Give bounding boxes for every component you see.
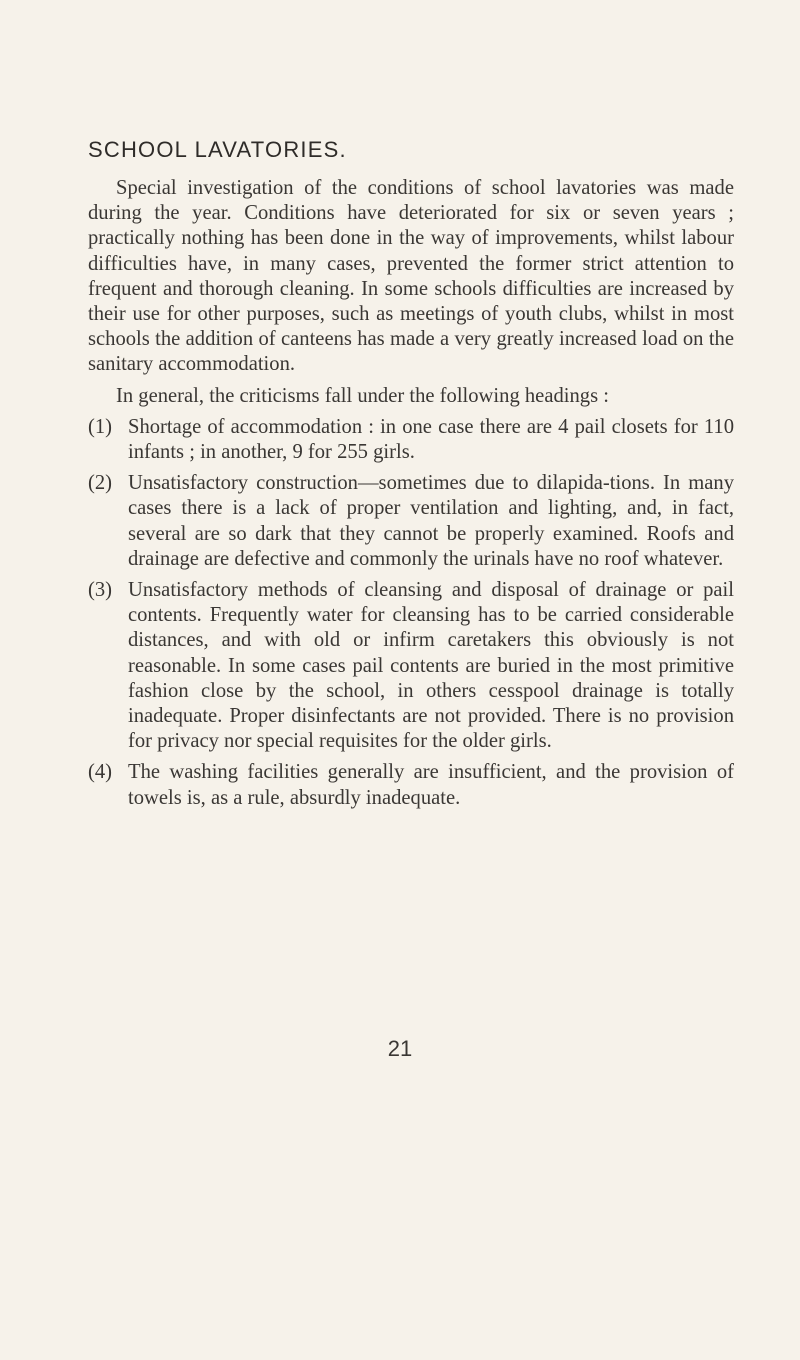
list-item-2 [88, 471, 734, 572]
list-item-1 [88, 415, 734, 465]
list-item-text: Shortage of accommodation : in one case there are 4 pail closets for 110 infants ; in another, 9 for 255 girls. [128, 415, 734, 464]
list-item-3 [88, 578, 734, 754]
list-item-number: (3) [88, 579, 113, 602]
body-text [88, 176, 734, 811]
list-item-text: Unsatisfactory construction—sometimes due to dilapida-tions. In many cases there is a lack of proper ventilation and lighting, and, in fact, several are so dark that they cannot be properly examined. Roofs and drainage are defective and commonly the urinals have no roof whatever. [128, 472, 734, 570]
list-item-number: (2) [88, 472, 113, 495]
list-item-text: Unsatisfactory methods of cleansing and disposal of drainage or pail contents. Frequently water for cleansing has to be carried considerable distances, and with old or infirm caretakers this obviously is not reasonable. In some cases pail contents are buried in the most primitive fashion close by the school, in others cesspool drainage is totally inadequate. Proper disinfectants are not provided. There is no provision for privacy nor special requisites for the older girls. [128, 579, 734, 753]
list-item-number: (4) [88, 761, 113, 784]
page-number: 21 [387, 1036, 413, 1061]
list-item-4 [88, 760, 734, 810]
section-heading: SCHOOL LAVATORIES. [88, 137, 347, 162]
list-item-text: The washing facilities generally are insufficient, and the provision of towels is, as a rule, absurdly inadequate. [128, 761, 734, 809]
paragraph-headings-intro: In general, the criticisms fall under the following headings : [116, 384, 609, 407]
list-item-number: (1) [88, 415, 113, 438]
paragraph-intro: Special investigation of the conditions of school lavatories was made during the year. Conditions have deteriorated for six or seven years ; practically nothing has been done in the way of improvements, whilst labour difficulties have, in many cases, prevented the former strict attention to frequent and thorough cleaning. In some schools difficulties are increased by their use for other purposes, such as meetings of youth clubs, whilst in most schools the addition of canteens has made a very greatly increased load on the sanitary accommodation. [88, 177, 734, 376]
